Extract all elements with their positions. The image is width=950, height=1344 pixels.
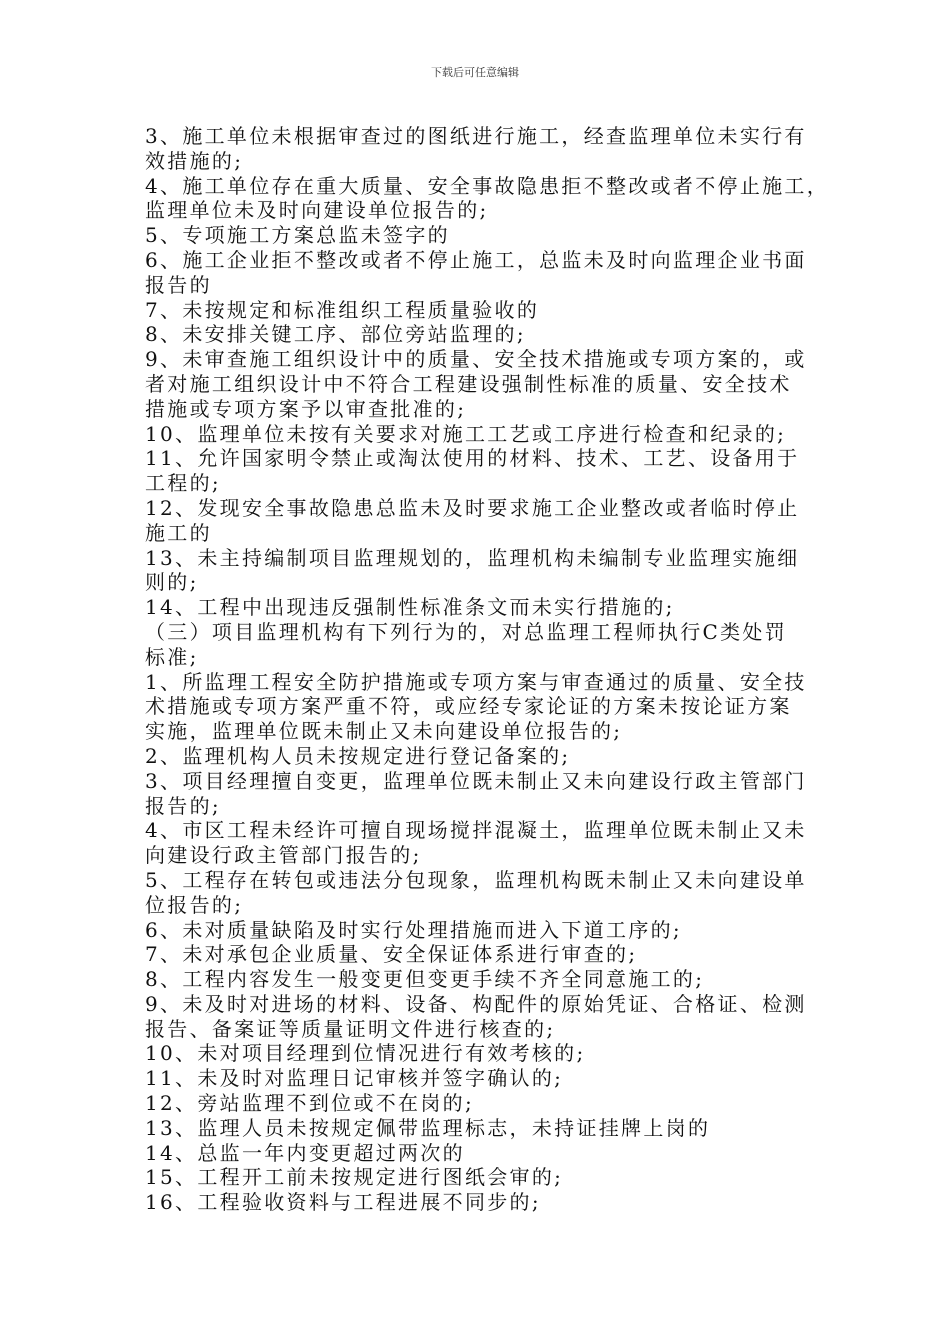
text-line: 5、专项施工方案总监未签字的 bbox=[145, 223, 450, 248]
text-line: 报告、备案证等质量证明文件进行核查的; bbox=[145, 1016, 556, 1041]
document-body bbox=[145, 124, 830, 1215]
text-line: 4、施工单位存在重大质量、安全事故隐患拒不整改或者不停止施工， bbox=[145, 173, 830, 198]
text-line: 向建设行政主管部门报告的; bbox=[145, 843, 422, 868]
text-line: 9、未审查施工组织设计中的质量、安全技术措施或专项方案的，或 bbox=[145, 347, 807, 372]
text-line: 7、未对承包企业质量、安全保证体系进行审查的; bbox=[145, 942, 638, 967]
text-line: 14、总监一年内变更超过两次的 bbox=[145, 1140, 465, 1165]
text-line: 施工的 bbox=[145, 520, 212, 545]
text-line: 报告的; bbox=[145, 793, 221, 818]
text-line: 2、监理机构人员未按规定进行登记备案的; bbox=[145, 743, 571, 768]
text-line: 15、工程开工前未按规定进行图纸会审的; bbox=[145, 1165, 564, 1190]
text-line: 14、工程中出现违反强制性标准条文而未实行措施的; bbox=[145, 595, 675, 620]
section-heading-line: 标准; bbox=[145, 644, 199, 669]
text-line: 术措施或专项方案严重不符，或应经专家论证的方案未按论证方案 bbox=[145, 694, 792, 719]
text-line: 11、未及时对监理日记审核并签字确认的; bbox=[145, 1066, 564, 1091]
text-line: 报告的 bbox=[145, 272, 212, 297]
text-line: 4、市区工程未经许可擅自现场搅拌混凝土，监理单位既未制止又未 bbox=[145, 818, 807, 843]
text-line: 者对施工组织设计中不符合工程建设强制性标准的质量、安全技术 bbox=[145, 371, 792, 396]
text-line: 3、项目经理擅自变更，监理单位既未制止又未向建设行政主管部门 bbox=[145, 768, 807, 793]
text-line: 6、施工企业拒不整改或者不停止施工，总监未及时向监理企业书面 bbox=[145, 247, 807, 272]
text-line: 监理单位未及时向建设单位报告的; bbox=[145, 198, 489, 223]
section-heading-line: （三）项目监理机构有下列行为的，对总监理工程师执行C类处罚 bbox=[145, 619, 788, 644]
text-line: 13、监理人员未按规定佩带监理标志，未持证挂牌上岗的 bbox=[145, 1115, 711, 1140]
text-line: 11、允许国家明令禁止或淘汰使用的材料、技术、工艺、设备用于 bbox=[145, 446, 800, 471]
text-line: 5、工程存在转包或违法分包现象，监理机构既未制止又未向建设单 bbox=[145, 867, 807, 892]
text-line: 措施或专项方案予以审查批准的; bbox=[145, 396, 467, 421]
text-line: 效措施的; bbox=[145, 148, 244, 173]
text-line: 12、旁站监理不到位或不在岗的; bbox=[145, 1091, 474, 1116]
text-line: 7、未按规定和标准组织工程质量验收的 bbox=[145, 297, 540, 322]
text-line: 6、未对质量缺陷及时实行处理措施而进入下道工序的; bbox=[145, 917, 682, 942]
text-line: 8、未安排关键工序、部位旁站监理的; bbox=[145, 322, 526, 347]
text-line: 位报告的; bbox=[145, 892, 244, 917]
text-line: 10、监理单位未按有关要求对施工工艺或工序进行检查和纪录的; bbox=[145, 421, 787, 446]
text-line: 10、未对项目经理到位情况进行有效考核的; bbox=[145, 1041, 586, 1066]
text-line: 3、施工单位未根据审查过的图纸进行施工，经查监理单位未实行有 bbox=[145, 124, 807, 148]
page-header: 下载后可任意编辑 bbox=[431, 66, 519, 79]
text-line: 16、工程验收资料与工程进展不同步的; bbox=[145, 1190, 541, 1215]
text-line: 1、所监理工程安全防护措施或专项方案与审查通过的质量、安全技 bbox=[145, 669, 807, 694]
text-line: 实施，监理单位既未制止又未向建设单位报告的; bbox=[145, 719, 623, 744]
text-line: 12、发现安全事故隐患总监未及时要求施工企业整改或者临时停止 bbox=[145, 495, 800, 520]
text-line: 8、工程内容发生一般变更但变更手续不齐全同意施工的; bbox=[145, 967, 705, 992]
text-line: 13、未主持编制项目监理规划的，监理机构未编制专业监理实施细 bbox=[145, 545, 800, 570]
text-line: 工程的; bbox=[145, 471, 221, 496]
text-line: 9、未及时对进场的材料、设备、构配件的原始凭证、合格证、检测 bbox=[145, 991, 807, 1016]
text-line: 则的; bbox=[145, 570, 199, 595]
